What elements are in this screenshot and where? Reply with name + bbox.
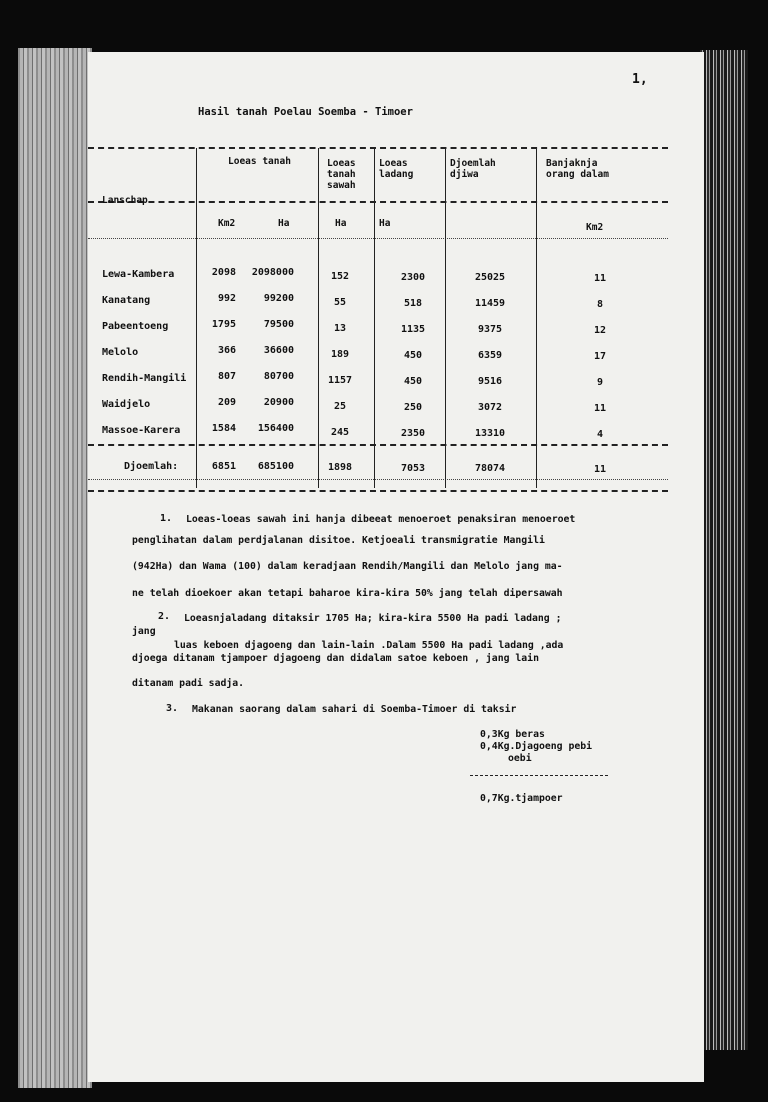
sum-rule [470,775,608,776]
note-3-item-3: oebi [508,753,532,764]
row-km2: 807 [217,371,236,382]
unit-ha: Ha [278,218,290,229]
row-km2: 366 [217,345,236,356]
total-sawah: 1898 [327,462,353,473]
note-2-line-1: Loeasnjaladang ditaksir 1705 Ha; kira-kira 5500 Ha padi ladang ; [184,613,562,624]
note-1-line-3: (942Ha) dan Wama (100) dalam keradjaan Rendih/Mangili dan Melolo jang ma- [132,561,563,572]
row-banjak: 8 [596,299,604,310]
row-sawah: 13 [333,323,347,334]
row-sawah: 189 [330,349,350,360]
note-2-line-4: djoega ditanam tjampoer djagoeng dan didalam satoe keboen , jang lain [132,653,539,664]
row-ha: 36600 [263,345,294,356]
header-sawah-1: Loeas [327,158,356,169]
table-top-rule [88,147,668,149]
col-divider-2 [318,148,319,488]
total-ha: 685100 [257,461,294,472]
unit-ladang-ha: Ha [379,218,391,229]
row-name: Waidjelo [102,399,151,410]
row-djiwa: 3072 [477,402,503,413]
note-3-total: 0,7Kg.tjampoer [480,793,563,804]
rows-bottom-rule [88,444,668,446]
header-ladang-2: ladang [379,169,414,180]
row-banjak: 12 [593,325,607,336]
row-djiwa: 6359 [477,350,503,361]
book-spine [18,48,92,1088]
total-ladang: 7053 [400,463,426,474]
row-ha: 2098000 [251,267,294,278]
note-2-line-5: ditanam padi sadja. [132,678,245,689]
row-banjak: 17 [593,351,607,362]
row-name: Pabeentoeng [102,321,169,332]
row-ha: 79500 [263,319,294,330]
row-sawah: 1157 [327,375,353,386]
row-djiwa: 25025 [474,272,506,283]
note-3-line: Makanan saorang dalam sahari di Soemba-Timoer di taksir [192,704,517,715]
row-sawah: 25 [333,401,347,412]
row-name: Massoe-Karera [102,425,181,436]
row-ha: 156400 [257,423,294,434]
total-km2: 6851 [211,461,236,472]
note-3-item-1: 0,3Kg beras [480,729,545,740]
row-djiwa: 9516 [477,376,503,387]
row-ladang: 450 [403,376,423,387]
row-ladang: 250 [403,402,423,413]
row-ha: 99200 [263,293,294,304]
row-ha: 20900 [263,397,294,408]
unit-km2: Km2 [218,218,236,229]
header-lanschap: Lanschap [102,195,148,206]
col-divider-4 [445,148,446,488]
header-mid-rule [88,201,668,203]
page-number: 1, [632,72,648,87]
col-divider-5 [536,148,537,488]
row-km2: 1795 [211,319,236,330]
header-banjak-2: orang dalam [546,169,609,180]
row-djiwa: 13310 [474,428,506,439]
row-djiwa: 9375 [477,324,503,335]
page-edges [700,50,748,1050]
row-ladang: 2350 [400,428,426,439]
header-ladang-1: Loeas [379,158,408,169]
note-2-line-3: luas keboen djagoeng dan lain-lain .Dalam 5500 Ha padi ladang ,ada [174,640,564,651]
note-3-item-2: 0,4Kg.Djagoeng pebi [480,741,593,752]
row-km2: 209 [217,397,236,408]
table-end-rule [88,490,668,492]
row-sawah: 55 [333,297,347,308]
row-banjak: 11 [593,273,607,284]
unit-banjak-km2: Km2 [586,222,604,233]
note-1-line-1: Loeas-loeas sawah ini hanja dibeeat menoeroet penaksiran menoeroet [186,514,576,525]
row-km2: 1584 [211,423,236,434]
header-loeas-tanah: Loeas tanah [228,156,291,167]
row-name: Lewa-Kambera [102,269,175,280]
row-ladang: 1135 [400,324,426,335]
row-banjak: 9 [596,377,604,388]
row-djiwa: 11459 [474,298,506,309]
row-banjak: 11 [593,403,607,414]
header-bottom-rule [88,238,668,239]
col-divider-3 [374,148,375,488]
row-km2: 2098 [211,267,236,278]
header-sawah-3: sawah [327,180,356,191]
unit-sawah-ha: Ha [335,218,347,229]
col-divider-1 [196,148,197,488]
note-1-line-2: penglihatan dalam perdjalanan disitoe. Ketjoeali transmigratie Mangili [132,535,545,546]
note-1-line-4: ne telah dioekoer akan tetapi baharoe kira-kira 50% jang telah dipersawah [132,588,563,599]
row-ha: 80700 [263,371,294,382]
note-2-line-2: jang [132,626,156,637]
row-sawah: 152 [330,271,350,282]
row-name: Melolo [102,347,139,358]
row-km2: 992 [217,293,236,304]
total-djiwa: 78074 [474,463,506,474]
total-bottom-rule [88,479,668,480]
document-page [88,52,704,1082]
header-djiwa-1: Djoemlah [450,158,496,169]
row-ladang: 2300 [400,272,426,283]
note-3-number: 3. [166,703,179,714]
total-label: Djoemlah: [124,461,179,472]
total-banjak: 11 [593,464,607,475]
row-ladang: 518 [403,298,423,309]
row-banjak: 4 [596,429,604,440]
header-banjak-1: Banjaknja [546,158,598,169]
page-title: Hasil tanah Poelau Soemba - Timoer [198,106,413,118]
row-name: Kanatang [102,295,151,306]
header-sawah-2: tanah [327,169,356,180]
note-2-number: 2. [158,611,171,622]
row-ladang: 450 [403,350,423,361]
note-1-number: 1. [160,513,173,524]
header-djiwa-2: djiwa [450,169,479,180]
row-sawah: 245 [330,427,350,438]
row-name: Rendih-Mangili [102,373,187,384]
